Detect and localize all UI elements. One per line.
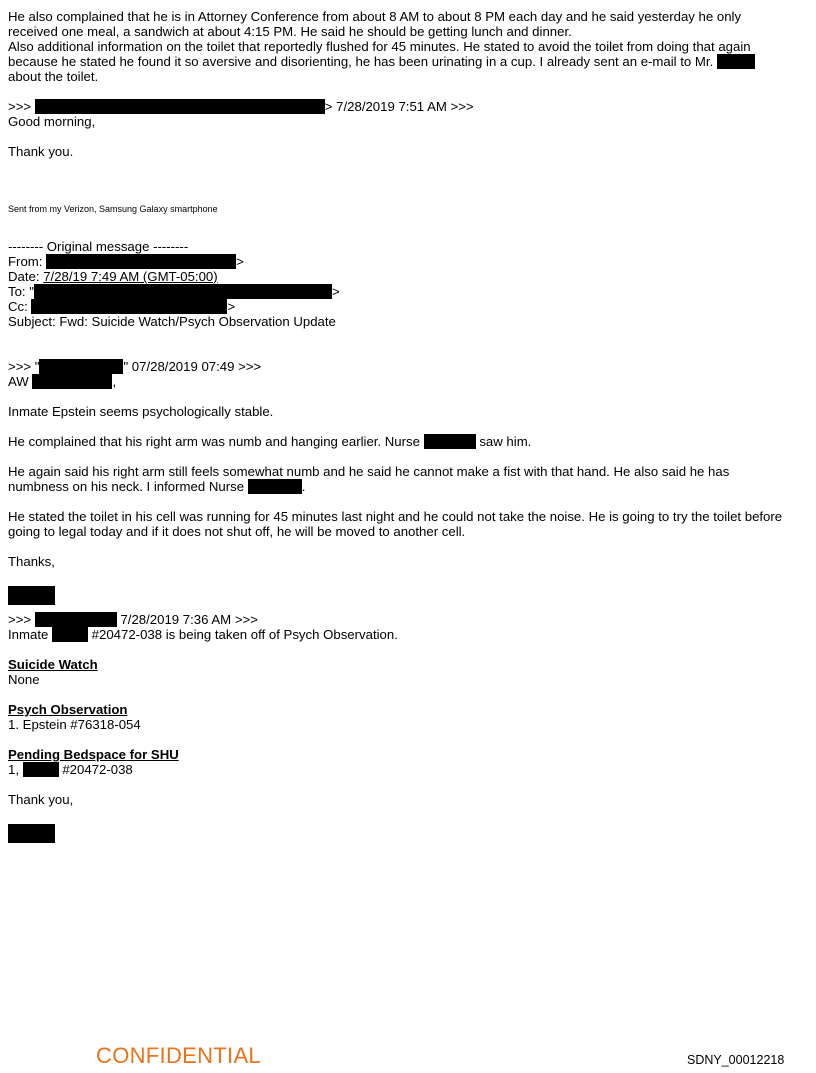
spacer (8, 807, 808, 822)
text-segment: Also additional information on the toilet that reportedly flushed for 45 minutes. He stated to avoid the toilet from doing that again (8, 39, 751, 54)
text-segment: #20472-038 is being taken off of Psych Observation. (91, 627, 398, 642)
paragraph: Inmate Epstein seems psychologically stable. (8, 404, 274, 419)
spacer (8, 605, 808, 612)
message-header-2 (8, 359, 808, 374)
spacer (8, 389, 808, 404)
redaction-box (34, 284, 332, 299)
sent-from-line: Sent from my Verizon, Samsung Galaxy smartphone (8, 204, 218, 214)
spacer (8, 539, 808, 554)
salutation-comma: , (112, 374, 117, 389)
text-line: He again said his right arm still feels somewhat numb and he said he cannot make a fist with that hand. He also said he has (8, 464, 730, 479)
salutation (8, 374, 808, 389)
section-value: None (8, 672, 40, 687)
quote-prefix: >>> (8, 612, 32, 627)
paragraph (8, 464, 808, 494)
date-line (8, 269, 808, 284)
text-line (8, 54, 808, 69)
redaction-box (31, 299, 227, 314)
bates-number: SDNY_00012218 (687, 1053, 785, 1067)
text-line: received one meal, a sandwich at about 4:15 PM. He said he should be getting lunch and dinner. (8, 24, 572, 39)
redaction-box (32, 374, 112, 389)
text-segment: saw him. (479, 434, 532, 449)
redaction-box (39, 359, 123, 374)
spacer (8, 494, 808, 509)
timestamp: > 7/28/2019 7:51 AM >>> (324, 99, 474, 114)
redaction-box (46, 254, 236, 269)
section-value: 1. Epstein #76318-054 (8, 717, 141, 732)
text-line: going to legal today and if it does not shut off, he will be moved to another cell. (8, 524, 466, 539)
from-line (8, 254, 808, 269)
to-label: To: " (8, 284, 34, 299)
timestamp: 7/28/2019 7:36 AM >>> (120, 612, 258, 627)
paragraph (8, 434, 808, 449)
section-heading: Suicide Watch (8, 657, 98, 672)
text-line: about the toilet. (8, 69, 99, 84)
spacer (8, 687, 808, 702)
section-value (8, 762, 808, 777)
from-label: From: (8, 254, 43, 269)
spacer (8, 449, 808, 464)
text-segment: . (301, 479, 306, 494)
spacer (8, 777, 808, 792)
text-line: He also complained that he is in Attorney Conference from about 8 AM to about 8 PM each day and he said yesterday he only (8, 9, 742, 24)
spacer (8, 569, 808, 584)
text-segment: 1, (8, 762, 19, 777)
salutation-text: AW (8, 374, 29, 389)
confidential-label: CONFIDENTIAL (96, 1043, 261, 1068)
message-header-1 (8, 99, 808, 114)
text-line: He stated the toilet in his cell was running for 45 minutes last night and he could not take the noise. He is going to try the toilet before (8, 509, 783, 524)
redaction-box (248, 479, 302, 494)
subject-line: Subject: Fwd: Suicide Watch/Psych Observation Update (8, 314, 336, 329)
greeting: Good morning, (8, 114, 96, 129)
inmate-line (8, 627, 808, 642)
redaction-box (35, 99, 325, 114)
to-end: > (331, 284, 340, 299)
redaction-box (23, 762, 59, 777)
signature-redaction (8, 824, 55, 843)
redaction-box (717, 54, 755, 69)
spacer (8, 129, 808, 144)
cc-line (8, 299, 808, 314)
spacer (8, 189, 808, 204)
text-segment: Inmate (8, 627, 49, 642)
spacer (8, 732, 808, 747)
thanks-line: Thank you. (8, 144, 74, 159)
text-segment: because he stated he found it so aversive and disorienting, he has been urinating in a cup. I already sent an e-mail to Mr. (8, 54, 714, 69)
to-line (8, 284, 808, 299)
thanks-line: Thank you, (8, 792, 74, 807)
cc-label: Cc: (8, 299, 28, 314)
redaction-box (52, 627, 88, 642)
redaction-box (35, 612, 117, 627)
text-line (8, 39, 808, 54)
paragraph (8, 509, 808, 539)
quote-prefix: >>> (8, 99, 32, 114)
text-segment: He complained that his right arm was numb and hanging earlier. Nurse (8, 434, 420, 449)
spacer (8, 84, 808, 99)
message-header-3 (8, 612, 808, 627)
spacer (8, 642, 808, 657)
text-segment: #20472-038 (62, 762, 133, 777)
date-value: 7/28/19 7:49 AM (GMT-05:00) (43, 269, 218, 284)
spacer (8, 329, 808, 359)
text-line (8, 479, 808, 494)
top-paragraph (8, 9, 808, 84)
from-end: > (236, 254, 244, 269)
email-document (8, 9, 808, 843)
redaction-box (424, 434, 476, 449)
section-heading: Pending Bedspace for SHU (8, 747, 179, 762)
section-heading: Psych Observation (8, 702, 128, 717)
date-label: Date: (8, 269, 40, 284)
thanks-line: Thanks, (8, 554, 55, 569)
text-segment: numbness on his neck. I informed Nurse (8, 479, 245, 494)
spacer (8, 419, 808, 434)
original-message-divider: -------- Original message -------- (8, 239, 189, 254)
timestamp: " 07/28/2019 07:49 >>> (123, 359, 262, 374)
cc-end: > (227, 299, 236, 314)
quote-prefix: >>> " (8, 359, 40, 374)
spacer (8, 159, 808, 189)
signature-redaction (8, 586, 55, 605)
